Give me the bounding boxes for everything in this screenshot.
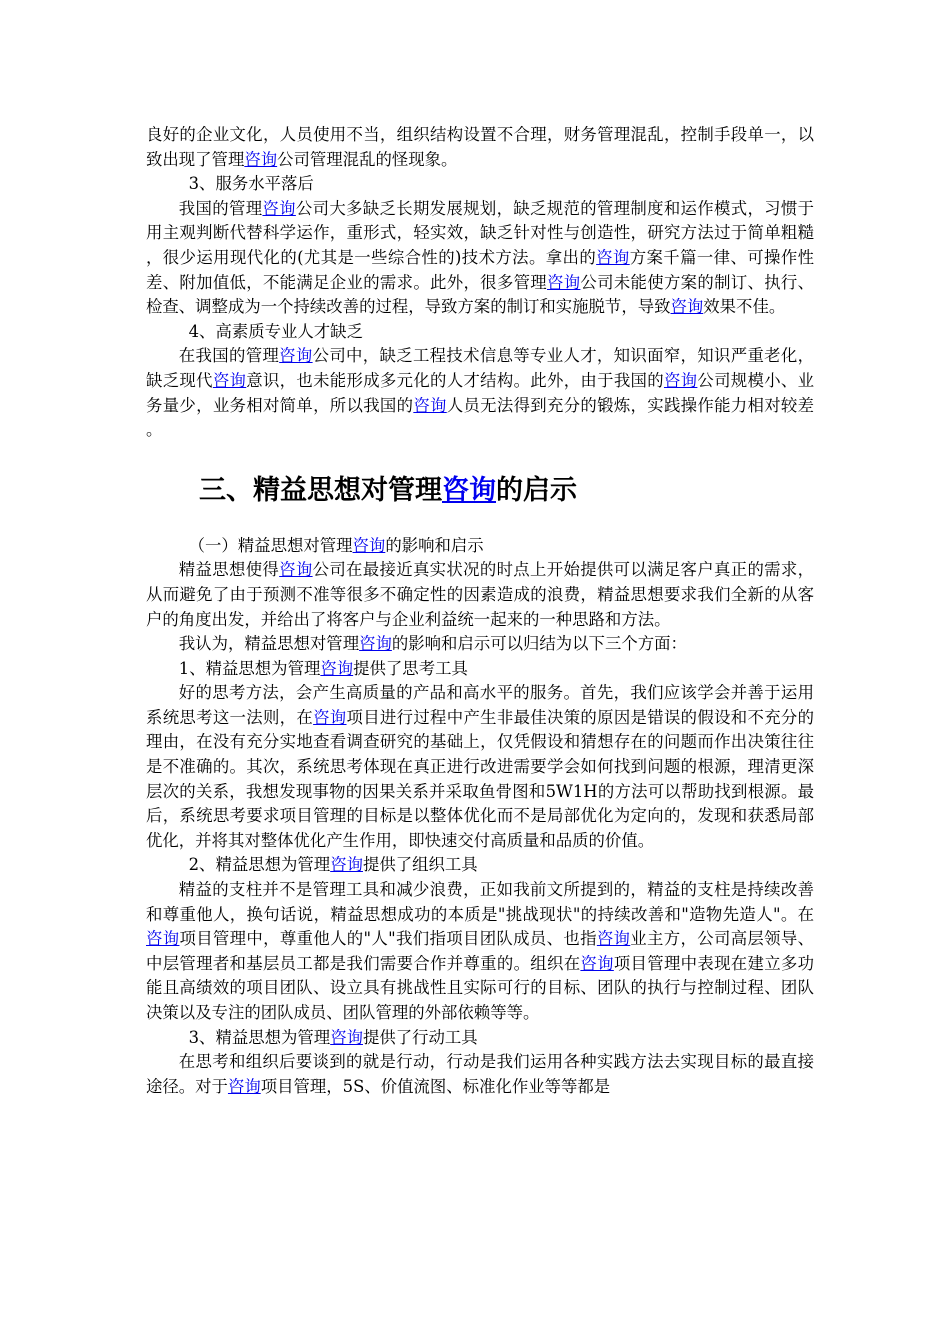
subheading-paragraph: 4、高素质专业人才缺乏 bbox=[188, 321, 363, 341]
keyword-link[interactable]: 咨询 bbox=[262, 198, 296, 218]
keyword-link[interactable]: 咨询 bbox=[330, 855, 363, 875]
body-paragraph: 在思考和组织后要谈到的就是行动，行动是我们运用各种实践方法去实现目标的最直接途径。对于咨询项目管理，5S、价值流图、标准化作业等等都是 bbox=[146, 1052, 814, 1096]
keyword-link[interactable]: 咨询 bbox=[413, 395, 447, 415]
keyword-link[interactable]: 咨询 bbox=[547, 272, 581, 292]
body-paragraph: 良好的企业文化，人员使用不当，组织结构设置不合理，财务管理混乱，控制手段单一，以致出现了管理咨询公司管理混乱的怪现象。 bbox=[146, 125, 814, 169]
body-paragraph: 我认为，精益思想对管理咨询的影响和启示可以归结为以下三个方面： bbox=[178, 634, 687, 654]
document-page bbox=[146, 123, 814, 1099]
keyword-link[interactable]: 咨询 bbox=[244, 149, 278, 169]
body-paragraph: 精益思想使得咨询公司在最接近真实状况的时点上开始提供可以满足客户真正的需求，从而避免了由于预测不准等很多不确定性的因素造成的浪费，精益思想要求我们全新的从客户的角度出发，并给出了将客户与企业利益统一起来的一种思路和方法。 bbox=[146, 560, 815, 629]
subheading-paragraph: 3、精益思想为管理咨询提供了行动工具 bbox=[188, 1027, 478, 1047]
keyword-link[interactable]: 咨询 bbox=[146, 929, 180, 949]
keyword-link[interactable]: 咨询 bbox=[580, 953, 614, 973]
keyword-link[interactable]: 咨询 bbox=[359, 634, 392, 654]
body-paragraph: 1、精益思想为管理咨询提供了思考工具 bbox=[178, 658, 468, 678]
keyword-link[interactable]: 咨询 bbox=[442, 474, 496, 506]
keyword-link[interactable]: 咨询 bbox=[596, 929, 631, 949]
keyword-link[interactable]: 咨询 bbox=[596, 247, 630, 267]
keyword-link[interactable]: 咨询 bbox=[330, 1027, 363, 1047]
body-paragraph: 在我国的管理咨询公司中，缺乏工程技术信息等专业人才，知识面窄，知识严重老化，缺乏现代咨询意识，也未能形成多元化的人才结构。此外，由于我国的咨询公司规模小、业务量少，业务相对简单，所以我国的咨询人员无法得到充分的锻炼，实践操作能力相对较差。 bbox=[146, 346, 815, 440]
keyword-link[interactable]: 咨询 bbox=[320, 658, 354, 678]
subheading-paragraph: （一）精益思想对管理咨询的影响和启示 bbox=[188, 535, 484, 555]
body-paragraph: 精益的支柱并不是管理工具和减少浪费，正如我前文所提到的，精益的支柱是持续改善和尊重他人，换句话说，精益思想成功的本质是"挑战现状"的持续改善和"造物先造人"。在咨询项目管理中，尊重他人的"人"我们指项目团队成员、也指咨询业主方，公司高层领导、中层管理者和基层员工都是我们需要合作并尊重的。组织在咨询项目管理中表现在建立多功能且高绩效的项目团队、设立具有挑战性且实际可行的目标、团队的执行与控制过程、团队决策以及专注的团队成员、团队管理的外部依赖等等。 bbox=[146, 880, 815, 1022]
body-paragraph: 好的思考方法，会产生高质量的产品和高水平的服务。首先，我们应该学会并善于运用系统思考这一法则，在咨询项目进行过程中产生非最佳决策的原因是错误的假设和不充分的理由，在没有充分实地查看调查研究的基础上，仅凭假设和猜想存在的问题而作出决策往往是不准确的。其次，系统思考体现在真正进行改进需要学会如何找到问题的根源，理清更深层次的关系，我想发现事物的因果关系并采取鱼骨图和5W1H的方法可以帮助找到根源。最后，系统思考要求项目管理的目标是以整体优化而不是局部优化为定向的，发现和获悉局部优化，并将其对整体优化产生作用，即快速交付高质量和品质的价值。 bbox=[146, 683, 815, 850]
subheading-paragraph: 2、精益思想为管理咨询提供了组织工具 bbox=[188, 855, 478, 875]
section-heading: 三、精益思想对管理咨询的启示 bbox=[199, 474, 577, 506]
keyword-link[interactable]: 咨询 bbox=[313, 707, 347, 727]
keyword-link[interactable]: 咨询 bbox=[227, 1076, 261, 1096]
body-paragraph: 我国的管理咨询公司大多缺乏长期发展规划，缺乏规范的管理制度和运作模式，习惯于用主观判断代替科学运作，重形式，轻实效，缺乏针对性与创造性，研究方法过于简单粗糙，很少运用现代化的(尤其是一些综合性的)技术方法。拿出的咨询方案千篇一律、可操作性差、附加值低，不能满足企业的需求。此外，很多管理咨询公司未能使方案的制订、执行、检查、调整成为一个持续改善的过程，导致方案的制订和实施脱节，导致咨询效果不佳。 bbox=[146, 198, 815, 317]
keyword-link[interactable]: 咨询 bbox=[663, 370, 698, 390]
keyword-link[interactable]: 咨询 bbox=[279, 560, 313, 580]
subheading-paragraph: 3、服务水平落后 bbox=[188, 174, 314, 194]
keyword-link[interactable]: 咨询 bbox=[212, 370, 247, 390]
keyword-link[interactable]: 咨询 bbox=[670, 297, 704, 317]
keyword-link[interactable]: 咨询 bbox=[352, 535, 386, 555]
keyword-link[interactable]: 咨询 bbox=[279, 346, 313, 366]
